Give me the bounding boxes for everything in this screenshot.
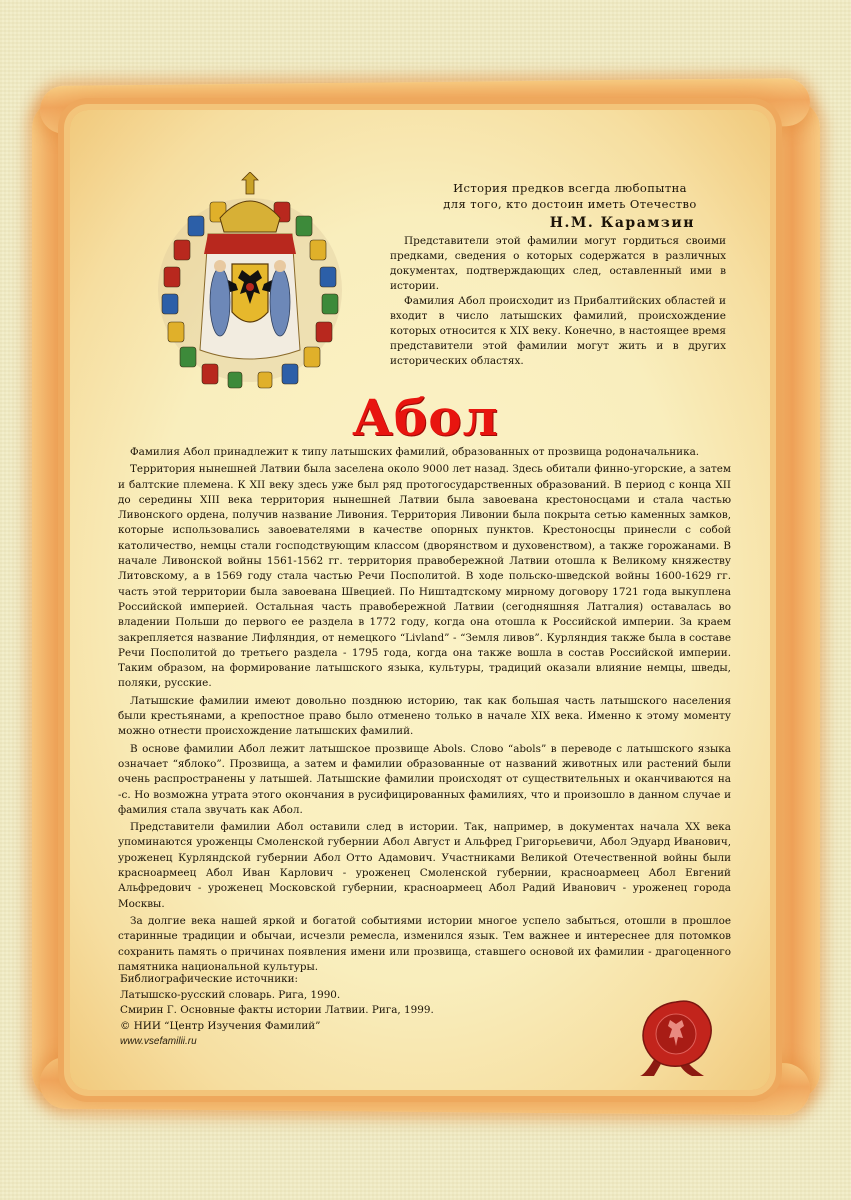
surname-title: Абол bbox=[352, 388, 499, 447]
body-paragraph: Представители фамилии Абол оставили след в истории. Так, например, в документах начала XX века упоминаются уроженцы Смоленской губернии Абол Август и Альфред Григорьевичи, Абол Эдуард Иванович, уроженец Курляндской губернии Абол Отто Адамович. Участниками Великой Отечественной войны были красноармеец Абол Иван Карлович - уроженец Смоленской губернии, красноармеец Абол Евгений Альфредович - уроженец Московской губернии, красноармеец Абол Радий Иванович - уроженец города Москвы. bbox=[118, 821, 731, 910]
intro-paragraph: Представители этой фамилии могут гордиться своими предками, сведения о которых содержатся в различных документах, подтверждающих след, оставленный ими в истории. bbox=[390, 235, 726, 292]
article-body bbox=[118, 445, 731, 977]
reference-item: Смирин Г. Основные факты истории Латвии. Рига, 1999. bbox=[120, 1004, 434, 1016]
intro-text bbox=[390, 234, 726, 369]
reference-item: Латышско-русский словарь. Рига, 1990. bbox=[120, 988, 341, 1001]
copyright: © НИИ “Центр Изучения Фамилий” bbox=[120, 1019, 321, 1032]
body-paragraph: Фамилия Абол принадлежит к типу латышских фамилий, образованных от прозвища родоначальника. bbox=[130, 446, 700, 458]
intro-paragraph: Фамилия Абол происходит из Прибалтийских областей и входит в число латышских фамилий, происхождение которых относится к XIX веку. Конечно, в настоящее время представители этой фамилии могут жить и в других исторических областях. bbox=[390, 295, 726, 367]
references-heading: Библиографические источники: bbox=[120, 973, 299, 985]
website-link[interactable]: www.vsefamilii.ru bbox=[120, 1036, 197, 1047]
body-paragraph: В основе фамилии Абол лежит латышское прозвище Abols. Слово “abols” в переводе с латышского языка означает “яблоко”. Прозвища, а затем и фамилии образованные от названий животных или растений были очень распространены у латышей. Латышские фамилии происходят от существительных и оканчиваются на -с. Но возможна утрата этого окончания в русифицированных фамилиях, что и произошло в данном случае и фамилия стала звучать как Абол. bbox=[118, 742, 731, 816]
references bbox=[120, 972, 520, 1050]
imperial-coat-of-arms-icon bbox=[150, 172, 350, 392]
body-paragraph: Латышские фамилии имеют довольно позднюю историю, так как большая часть латышского населения были крестьянами, а крепостное право было отменено только в начале XIX века. Именно к этому моменту можно отнести происхождение латышских фамилий. bbox=[118, 694, 731, 738]
epigraph-line-1: История предков всегда любопытна bbox=[453, 181, 687, 195]
body-paragraph: Территория нынешней Латвии была заселена около 9000 лет назад. Здесь обитали финно-угорские, а затем и балтские племена. К XII веку здесь уже был ряд протогосударственных образований. В период с конца XII до середины XIII века территория нынешней Латвии была завоевана крестоносцами и стала частью Ливонского ордена, получив название Ливония. Территория Ливонии была покрыта сетью каменных замков, которые использовались завоевателями в качестве опорных пунктов. Крестоносцы принесли с собой католичество, немцы стали господствующим классом (дворянством и духовенством), а также горожанами. В начале Ливонской войны 1561-1562 гг. территория правобережной Латвии отошла к Великому княжеству Литовскому, а в 1569 году стала частью Речи Посполитой. В ходе польско-шведской войны 1600-1629 гг. часть этой территории была завоевана Швецией. По Ништадтскому мирному договору 1721 года выкуплена Российской империей. Остальная часть правобережной Латвии (сегодняшняя Латгалия) оставалась во владении Польши до первого ее раздела в 1772 году, когда она отошла к Российской империи. За краем закрепляется название Лифляндия, от немецкого “Livland” - “Земля ливов”. Курляндия также была в составе Речи Посполитой до третьего раздела - 1795 года, когда она также вошла в состав Российской империи. Таким образом, на формирование латышского языка, культуры, традиций оказали влияние немцы, шведы, поляки, русские. bbox=[118, 463, 731, 690]
epigraph bbox=[420, 180, 720, 231]
epigraph-line-2: для того, кто достоин иметь Отечество bbox=[443, 197, 697, 211]
body-paragraph: За долгие века нашей яркой и богатой событиями истории многое успело забыться, отошли в прошлое старинные традиции и обычаи, исчезли ремесла, изменился язык. Тем важнее и интереснее для потомков сохранить память о причинах появления имени или прозвища, ставшего основой их фамилии - драгоценного памятника национальной культуры. bbox=[118, 914, 731, 973]
epigraph-author: Н.М. Карамзин bbox=[549, 215, 695, 231]
wax-seal-icon bbox=[636, 996, 716, 1076]
